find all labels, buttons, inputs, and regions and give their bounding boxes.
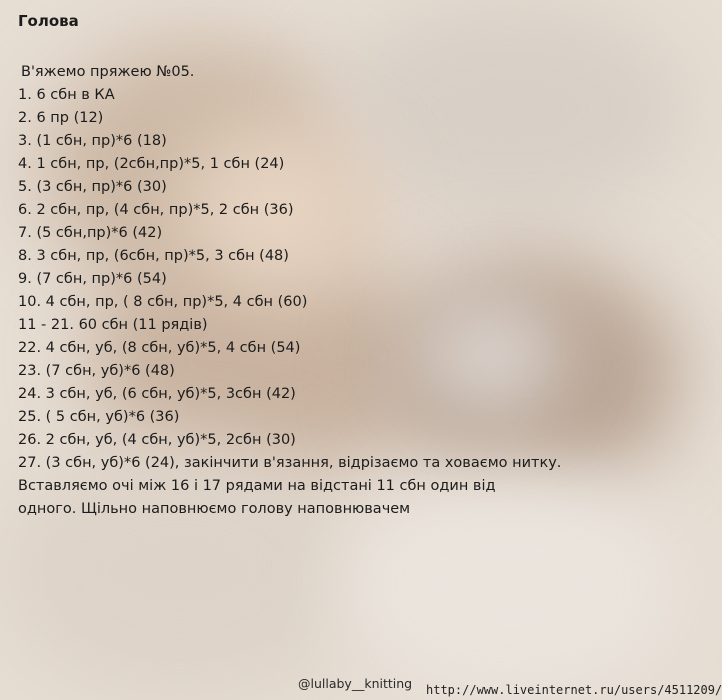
pattern-row: 7. (5 сбн,пр)*6 (42) bbox=[18, 225, 163, 241]
pattern-row: 5. (3 сбн, пр)*6 (30) bbox=[18, 179, 167, 195]
pattern-row: 24. 3 сбн, уб, (6 сбн, уб)*5, 3сбн (42) bbox=[18, 386, 296, 402]
source-url-watermark: http://www.liveinternet.ru/users/4511209/ bbox=[426, 683, 722, 697]
page-title: Голова bbox=[18, 12, 79, 30]
pattern-row: 1. 6 сбн в КА bbox=[18, 87, 115, 103]
intro-line: В'яжемо пряжею №05. bbox=[21, 64, 195, 80]
note-line-1: Вставляємо очі між 16 і 17 рядами на відстані 11 сбн один від bbox=[18, 478, 496, 494]
pattern-row: 23. (7 сбн, уб)*6 (48) bbox=[18, 363, 175, 379]
pattern-row: 22. 4 сбн, уб, (8 сбн, уб)*5, 4 сбн (54) bbox=[18, 340, 301, 356]
author-credit: @lullaby__knitting bbox=[298, 676, 413, 691]
pattern-text bbox=[18, 61, 561, 521]
pattern-row: 4. 1 сбн, пр, (2сбн,пр)*5, 1 сбн (24) bbox=[18, 156, 285, 172]
pattern-row: 9. (7 сбн, пр)*6 (54) bbox=[18, 271, 167, 287]
pattern-row: 3. (1 сбн, пр)*6 (18) bbox=[18, 133, 167, 149]
pattern-row: 25. ( 5 сбн, уб)*6 (36) bbox=[18, 409, 180, 425]
pattern-row: 2. 6 пр (12) bbox=[18, 110, 104, 126]
note-line-2: одного. Щільно наповнюємо голову наповнювачем bbox=[18, 501, 411, 517]
pattern-row: 27. (3 сбн, уб)*6 (24), закінчити в'язання, відрізаємо та ховаємо нитку. bbox=[18, 455, 562, 471]
pattern-row: 8. 3 сбн, пр, (6сбн, пр)*5, 3 сбн (48) bbox=[18, 248, 289, 264]
pattern-row: 10. 4 сбн, пр, ( 8 сбн, пр)*5, 4 сбн (60) bbox=[18, 294, 308, 310]
pattern-row: 11 - 21. 60 сбн (11 рядів) bbox=[18, 317, 208, 333]
pattern-row: 26. 2 сбн, уб, (4 сбн, уб)*5, 2сбн (30) bbox=[18, 432, 296, 448]
pattern-row: 6. 2 сбн, пр, (4 сбн, пр)*5, 2 сбн (36) bbox=[18, 202, 294, 218]
